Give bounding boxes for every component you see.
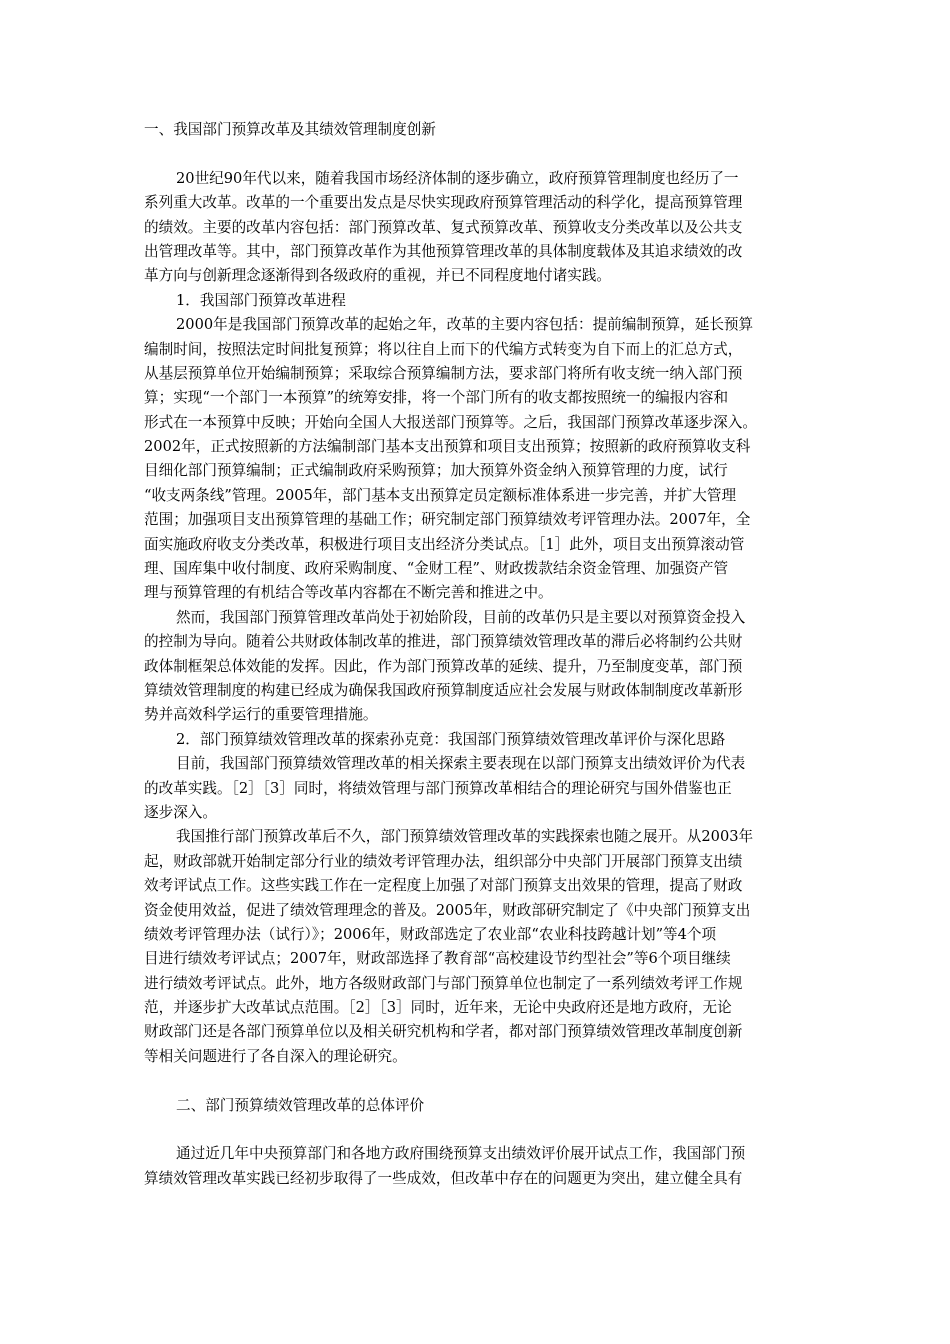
text-line: 2000年是我国部门预算改革的起始之年，改革的主要内容包括：提前编制预算，延长预算 xyxy=(176,316,754,334)
text-line: 面实施政府收支分类改革，积极进行项目支出经济分类试点。［1］此外，项目支出预算滚动管 xyxy=(144,535,745,553)
text-line: 资金使用效益，促进了绩效管理理念的普及。2005年，财政部研究制定了《中央部门预算支出 xyxy=(144,901,751,919)
text-line: 势并高效科学运行的重要管理措施。 xyxy=(144,706,378,724)
text-line: 效考评试点工作。这些实践工作在一定程度上加强了对部门预算支出效果的管理，提高了财政 xyxy=(144,877,743,895)
text-line: 算绩效管理制度的构建已经成为确保我国政府预算制度适应社会发展与财政体制制度改革新形 xyxy=(144,681,743,699)
paragraph xyxy=(144,167,808,289)
text-line: 起，财政部就开始制定部分行业的绩效考评管理办法，组织部分中央部门开展部门预算支出绩 xyxy=(144,852,743,870)
text-line: 的改革实践。［2］［3］同时，将绩效管理与部门预算改革相结合的理论研究与国外借鉴也正 xyxy=(144,779,732,797)
text-line: 我国推行部门预算改革后不久，部门预算绩效管理改革的实践探索也随之展开。从2003年 xyxy=(176,828,754,846)
text-line: 绩效考评管理办法（试行）》；2006年，财政部选定了农业部“农业科技跨越计划”等4个项 xyxy=(144,925,717,943)
text-line: 算；实现“一个部门一本预算”的统筹安排，将一个部门所有的收支都按照统一的编报内容和 xyxy=(144,389,729,407)
text-line: 从基层预算单位开始编制预算；采取综合预算编制方法，要求部门将所有收支统一纳入部门预 xyxy=(144,364,743,382)
text-line: 进行绩效考评试点。此外，地方各级财政部门与部门预算单位也制定了一系列绩效考评工作规 xyxy=(144,974,743,992)
text-line: 理与预算管理的有机结合等改革内容都在不断完善和推进之中。 xyxy=(144,584,553,602)
text-line: 一、我国部门预算改革及其绩效管理制度创新 xyxy=(144,121,436,138)
text-line: 的控制为导向。随着公共财政体制改革的推进，部门预算绩效管理改革的滞后必将制约公共财 xyxy=(144,633,743,651)
paragraph xyxy=(144,1142,808,1191)
text-line: 出管理改革等。其中，部门预算改革作为其他预算管理改革的具体制度载体及其追求绩效的改 xyxy=(144,242,743,260)
text-line: 2．部门预算绩效管理改革的探索孙克竟：我国部门预算绩效管理改革评价与深化思路 xyxy=(176,730,726,748)
text-line: 通过近几年中央预算部门和各地方政府围绕预算支出绩效评价展开试点工作，我国部门预 xyxy=(176,1145,746,1163)
text-line: 目前，我国部门预算绩效管理改革的相关探索主要表现在以部门预算支出绩效评价为代表 xyxy=(176,755,746,773)
text-line: 算绩效管理改革实践已经初步取得了一些成效，但改革中存在的问题更为突出，建立健全具有 xyxy=(144,1169,743,1187)
text-line: 逐步深入。 xyxy=(144,803,217,821)
text-line: 形式在一本预算中反映；开始向全国人大报送部门预算等。之后，我国部门预算改革逐步深入。 xyxy=(144,413,757,431)
text-line: 理、国库集中收付制度、政府采购制度、“金财工程”、财政拨款结余资金管理、加强资产管 xyxy=(144,560,729,578)
section-heading xyxy=(144,118,808,142)
text-line: 政体制框架总体效能的发挥。因此，作为部门预算改革的延续、提升，乃至制度变革，部门预 xyxy=(144,657,743,675)
document-page xyxy=(144,118,808,1191)
text-line: 的绩效。主要的改革内容包括：部门预算改革、复式预算改革、预算收支分类改革以及公共支 xyxy=(144,218,743,236)
text-line: 20世纪90年代以来，随着我国市场经济体制的逐步确立，政府预算管理制度也经历了一 xyxy=(176,169,739,187)
blank-line xyxy=(144,142,808,166)
text-line: 1．我国部门预算改革进程 xyxy=(176,291,346,309)
text-line: 2002年，正式按照新的方法编制部门基本支出预算和项目支出预算；按照新的政府预算收支科 xyxy=(144,438,751,456)
paragraph xyxy=(144,825,808,1069)
text-line: 目进行绩效考评试点；2007年，财政部选择了教育部“高校建设节约型社会”等6个项目继续 xyxy=(144,950,731,968)
blank-line xyxy=(144,1069,808,1093)
text-line: 革方向与创新理念逐渐得到各级政府的重视，并已不同程度地付诸实践。 xyxy=(144,267,612,285)
text-line: “收支两条线”管理。2005年，部门基本支出预算定员定额标准体系进一步完善，并扩大管理 xyxy=(144,486,737,504)
text-line: 然而，我国部门预算管理改革尚处于初始阶段，目前的改革仍只是主要以对预算资金投入 xyxy=(176,608,746,626)
text-line: 等相关问题进行了各自深入的理论研究。 xyxy=(144,1047,407,1065)
text-line: 编制时间，按照法定时间批复预算；将以往自上而下的代编方式转变为自下而上的汇总方式， xyxy=(144,340,743,358)
text-line: 二、部门预算绩效管理改革的总体评价 xyxy=(176,1096,425,1114)
subheading xyxy=(144,289,808,313)
text-line: 范，并逐步扩大改革试点范围。［2］［3］同时，近年来，无论中央政府还是地方政府，无论 xyxy=(144,999,732,1017)
text-line: 目细化部门预算编制；正式编制政府采购预算；加大预算外资金纳入预算管理的力度，试行 xyxy=(144,462,728,480)
subheading xyxy=(144,1094,808,1118)
subheading xyxy=(144,728,808,752)
paragraph xyxy=(144,313,808,606)
text-line: 系列重大改革。改革的一个重要出发点是尽快实现政府预算管理活动的科学化，提高预算管理 xyxy=(144,194,743,212)
paragraph xyxy=(144,752,808,825)
paragraph xyxy=(144,606,808,728)
blank-line xyxy=(144,1118,808,1142)
text-line: 范围；加强项目支出预算管理的基础工作；研究制定部门预算绩效考评管理办法。2007年，全 xyxy=(144,511,751,529)
text-line: 财政部门还是各部门预算单位以及相关研究机构和学者，都对部门预算绩效管理改革制度创新 xyxy=(144,1023,743,1041)
